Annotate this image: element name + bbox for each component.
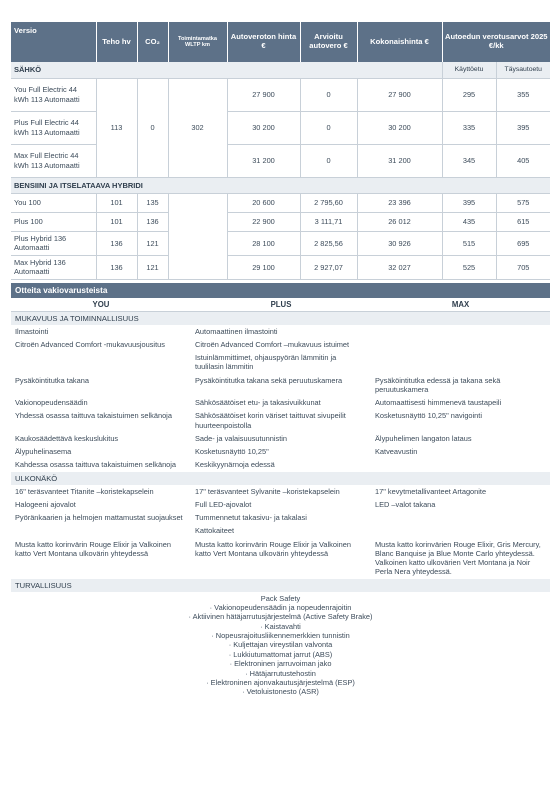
header-teho: Teho hv — [96, 22, 137, 62]
header-autoveroton: Autoveroton hinta € — [227, 22, 300, 62]
equipment-item: Pysäköintitutka edessä ja takana sekä peruutuskamera — [375, 375, 501, 394]
taysautoetu-value: 695 — [496, 231, 550, 255]
equipment-item: Sähkösäätöiset etu- ja takasivuikkunat — [195, 398, 321, 407]
equipment-item: Pyöränkaarien ja helmojen mattamustat suojaukset — [15, 513, 183, 522]
price-value: 31 200 — [227, 144, 300, 177]
section-label-ev: SÄHKÖ — [11, 62, 442, 78]
kayttoetu-value: 395 — [442, 193, 496, 212]
equipment-item: Kaukosäädettävä keskuslukitus — [15, 433, 119, 443]
equipment-item: Vakionopeudensäädin — [15, 398, 88, 407]
header-kokonais: Kokonaishinta € — [357, 22, 442, 62]
equipment-item: Citroën Advanced Comfort –mukavuus istuimet — [195, 339, 350, 349]
safety-item: · Kuljettajan vireystilan valvonta — [228, 640, 333, 650]
equipment-item: Katveavustin — [375, 447, 418, 456]
total-value: 26 012 — [357, 212, 442, 231]
range-cell-empty — [168, 193, 227, 279]
header-autoetu: Autoedun verotusarvot 2025 €/kk — [442, 22, 550, 62]
equipment-item: Musta katto korinvärien Rouge Elixir, Gris Mercury, Blanc Banquise ja Blue Monte Carlo yhteydessä. Valkoinen katto ulkovärien Vert Montana ja Noir Perla Nera yhteydessä. — [375, 539, 541, 577]
equipment-item: Ilmastointi — [15, 326, 49, 336]
equipment-item — [371, 338, 550, 351]
safety-item: · Elektroninen jarruvoiman jako — [229, 659, 332, 669]
taysautoetu-value: 705 — [496, 255, 550, 279]
column-header-plus: PLUS — [270, 299, 292, 309]
equipment-sections — [11, 312, 550, 579]
equipment-item: Kattokaiteet — [195, 526, 235, 536]
co2-value: 121 — [137, 231, 168, 255]
safety-item: · Elektroninen ajonvakautusjärjestelmä (ESP) — [206, 678, 355, 688]
table-row — [11, 255, 550, 279]
price-value: 20 600 — [227, 193, 300, 212]
equipment-item: Sähkösäätöiset korin väriset taittuvat sivupeilit huurteenpoistolla — [195, 411, 346, 430]
kayttoetu-value: 295 — [442, 78, 496, 111]
model-name: Plus Hybrid 136 Automaatti — [11, 231, 96, 255]
table-row — [11, 212, 550, 231]
equipment-item: Älypuhelinasema — [15, 447, 72, 456]
safety-item: · Hätäjarrutustehostin — [245, 668, 316, 678]
equipment-item — [11, 524, 191, 537]
co2-value: 136 — [137, 212, 168, 231]
equipment-item: Keskikyynärnoja edessä — [195, 460, 275, 470]
equipment-item: Pysäköintitutka takana — [15, 375, 89, 385]
table-row — [11, 78, 550, 111]
equipment-item: 16" teräsvanteet Titanite –koristekapselein — [15, 486, 154, 496]
header-arvioitu: Arvioitu autovero € — [300, 22, 357, 62]
total-value: 30 200 — [357, 111, 442, 144]
price-value: 28 100 — [227, 231, 300, 255]
model-name: Max Full Electric 44 kWh 113 Automaatti — [11, 144, 96, 177]
teho-value: 136 — [96, 255, 137, 279]
tax-value: 3 111,71 — [300, 212, 357, 231]
model-name: Max Hybrid 136 Automaatti — [11, 255, 96, 279]
section-label-hybrid: BENSIINI JA ITSELATAAVA HYBRIDI — [11, 177, 550, 193]
table-row — [11, 193, 550, 212]
price-document — [11, 22, 550, 697]
equipment-item: LED –valot takana — [375, 499, 436, 509]
model-name: Plus Full Electric 44 kWh 113 Automaatti — [11, 111, 96, 144]
taysautoetu-value: 615 — [496, 212, 550, 231]
safety-item: · Vetoluistonesto (ASR) — [242, 687, 319, 697]
kayttoetu-value: 525 — [442, 255, 496, 279]
column-header-max: MAX — [451, 299, 470, 309]
safety-item: · Aktiivinen hätäjarrutusjärjestelmä (Active Safety Brake) — [188, 612, 373, 622]
section-label-safety: TURVALLISUUS — [11, 579, 550, 592]
equipment-grid — [11, 325, 550, 472]
price-value: 29 100 — [227, 255, 300, 279]
section-row-hybrid — [11, 177, 550, 193]
kayttoetu-value: 435 — [442, 212, 496, 231]
equipment-item: Tummennetut takasivu- ja takalasi — [195, 513, 307, 522]
equipment-item: Automaattinen ilmastointi — [195, 326, 278, 336]
teho-value: 136 — [96, 231, 137, 255]
taysautoetu-value: 395 — [496, 111, 550, 144]
equipment-item: Kosketusnäyttö 10,25" navigointi — [375, 411, 482, 421]
model-name: You 100 — [11, 193, 96, 212]
teho-value: 113 — [96, 78, 137, 177]
safety-item: Pack Safety — [260, 593, 301, 603]
equipment-grid — [11, 485, 550, 579]
safety-item: · Nopeusrajoitusliikennemerkkien tunnistin — [211, 631, 350, 641]
equipment-item: Citroën Advanced Comfort -mukavuusjousitus — [15, 339, 165, 349]
equipment-item — [371, 351, 550, 374]
co2-value: 0 — [137, 78, 168, 177]
equipment-item: Yhdessä osassa taittuva takaistuimen selkänoja — [15, 411, 172, 421]
header-toimintamatka: Toimintamatka WLTP km — [168, 22, 227, 62]
equipment-item: Kosketusnäyttö 10,25" — [195, 447, 269, 456]
price-value: 30 200 — [227, 111, 300, 144]
equipment-column-headers — [11, 298, 550, 312]
taysautoetu-value: 355 — [496, 78, 550, 111]
header-co2: CO₂ — [137, 22, 168, 62]
total-value: 30 926 — [357, 231, 442, 255]
equipment-section-label: MUKAVUUS JA TOIMINNALLISUUS — [11, 312, 550, 325]
total-value: 23 396 — [357, 193, 442, 212]
header-versio: Versio — [11, 22, 96, 62]
co2-value: 121 — [137, 255, 168, 279]
equipment-item — [371, 458, 550, 471]
equipment-item: Pysäköintitutka takana sekä peruutuskamera — [195, 375, 343, 385]
equipment-title: Otteita vakiovarusteista — [11, 283, 550, 298]
teho-value: 101 — [96, 193, 137, 212]
column-header-you: YOU — [92, 299, 110, 309]
equipment-item: Istuinlämmittimet, ohjauspyörän lämmitin ja tuulilasin lämmitin — [195, 353, 337, 372]
safety-item: · Vakionopeudensäädin ja nopeudenrajoitin — [209, 602, 352, 612]
model-name: Plus 100 — [11, 212, 96, 231]
tax-value: 0 — [300, 111, 357, 144]
price-value: 22 900 — [227, 212, 300, 231]
kayttoetu-value: 515 — [442, 231, 496, 255]
model-name: You Full Electric 44 kWh 113 Automaatti — [11, 78, 96, 111]
kayttoetu-value: 345 — [442, 144, 496, 177]
equipment-item: Full LED-ajovalot — [195, 499, 252, 509]
tax-value: 0 — [300, 78, 357, 111]
subheader-taysautoetu: Täysautoetu — [496, 62, 550, 78]
table-row — [11, 231, 550, 255]
tax-value: 2 927,07 — [300, 255, 357, 279]
price-table — [11, 22, 550, 280]
teho-value: 101 — [96, 212, 137, 231]
price-value: 27 900 — [227, 78, 300, 111]
equipment-item: Musta katto korinvärin Rouge Elixir ja Valkoinen katto Vert Montana ulkovärin yhteydessä — [195, 539, 351, 558]
price-table-header — [11, 22, 550, 62]
equipment-item: Musta katto korinvärin Rouge Elixir ja Valkoinen katto Vert Montana ulkovärin yhteydessä — [15, 539, 171, 558]
equipment-item: Kahdessa osassa taittuva takaistuimen selkänoja — [15, 460, 177, 470]
tax-value: 0 — [300, 144, 357, 177]
taysautoetu-value: 405 — [496, 144, 550, 177]
equipment-item: Automaattisesti himmenevä taustapeili — [375, 398, 502, 407]
safety-item: · Lukkiutumattomat jarrut (ABS) — [228, 649, 333, 659]
taysautoetu-value: 575 — [496, 193, 550, 212]
equipment-item: 17" kevytmetallivanteet Artagonite — [375, 486, 487, 496]
subheader-kayttoetu: Käyttöetu — [442, 62, 496, 78]
equipment-item — [371, 524, 550, 537]
range-value: 302 — [168, 78, 227, 177]
equipment-item — [371, 325, 550, 338]
table-row — [11, 111, 550, 144]
section-row-ev — [11, 62, 550, 78]
total-value: 31 200 — [357, 144, 442, 177]
safety-list — [11, 592, 550, 697]
safety-item: · Kaistavahti — [260, 621, 301, 631]
equipment-item — [371, 511, 550, 524]
equipment-item: 17" teräsvanteet Sylvanite –koristekapselein — [195, 486, 340, 496]
tax-value: 2 795,60 — [300, 193, 357, 212]
equipment-section-label: ULKONÄKÖ — [11, 472, 550, 485]
total-value: 27 900 — [357, 78, 442, 111]
co2-value: 135 — [137, 193, 168, 212]
equipment-item: Halogeeni ajovalot — [15, 499, 76, 509]
kayttoetu-value: 335 — [442, 111, 496, 144]
tax-value: 2 825,56 — [300, 231, 357, 255]
equipment-item: Sade- ja valaisuusutunnistin — [195, 433, 288, 443]
equipment-item: Älypuhelimen langaton lataus — [375, 433, 472, 443]
total-value: 32 027 — [357, 255, 442, 279]
table-row — [11, 144, 550, 177]
equipment-item — [11, 351, 191, 374]
